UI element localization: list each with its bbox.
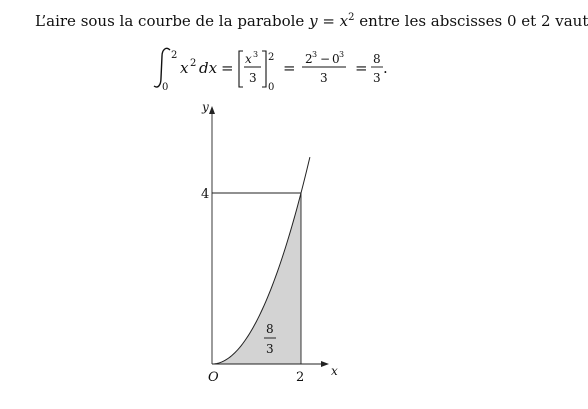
differential: dx bbox=[199, 59, 218, 77]
frac1-numerator: x bbox=[245, 52, 252, 66]
frac2-denominator: 3 bbox=[320, 71, 328, 85]
frac2-numerator-a-exponent: 3 bbox=[312, 50, 318, 59]
frac3-denominator: 3 bbox=[373, 71, 381, 85]
x-tick-label-2: 2 bbox=[296, 370, 305, 385]
var-x: x bbox=[339, 12, 349, 30]
right-bracket bbox=[262, 51, 266, 87]
bracket-lower-bound: 0 bbox=[268, 82, 275, 93]
y-tick-label-4: 4 bbox=[201, 187, 210, 202]
left-bracket bbox=[239, 51, 243, 87]
frac2-numerator-b-exponent: 3 bbox=[339, 50, 345, 59]
integral-lower-bound: 0 bbox=[162, 82, 169, 93]
y-axis-arrow bbox=[209, 106, 215, 114]
equals-1: = bbox=[221, 59, 234, 77]
equals-sign: = bbox=[317, 12, 340, 30]
integrand: x bbox=[180, 59, 189, 77]
area-label-numerator: 8 bbox=[266, 322, 274, 336]
frac2-minus: − bbox=[320, 52, 331, 66]
x-axis-label: x bbox=[331, 364, 338, 378]
integral-upper-bound: 2 bbox=[171, 50, 178, 61]
parabola-graph bbox=[201, 100, 338, 385]
frac1-denominator: 3 bbox=[249, 71, 257, 85]
frac1-numerator-exponent: 3 bbox=[253, 50, 259, 59]
x-axis-arrow bbox=[321, 361, 329, 367]
intro-text-start: L’aire sous la courbe de la parabole bbox=[35, 12, 310, 30]
bracket-upper-bound: 2 bbox=[268, 52, 275, 63]
origin-label: O bbox=[208, 370, 219, 385]
y-axis-label: y bbox=[202, 100, 209, 114]
area-label-denominator: 3 bbox=[266, 342, 274, 356]
var-y: y bbox=[309, 12, 318, 30]
integrand-exponent: 2 bbox=[190, 58, 197, 69]
shaded-area bbox=[212, 193, 301, 364]
frac2-numerator-b: 0 bbox=[332, 52, 340, 66]
frac3-numerator: 8 bbox=[373, 52, 381, 66]
period: . bbox=[383, 59, 388, 77]
equals-2: = bbox=[283, 59, 296, 77]
intro-text-end: entre les abscisses 0 et 2 vaut bbox=[354, 12, 588, 30]
frac2-numerator-a: 2 bbox=[305, 52, 313, 66]
exponent: 2 bbox=[348, 12, 355, 23]
equals-3: = bbox=[355, 59, 368, 77]
